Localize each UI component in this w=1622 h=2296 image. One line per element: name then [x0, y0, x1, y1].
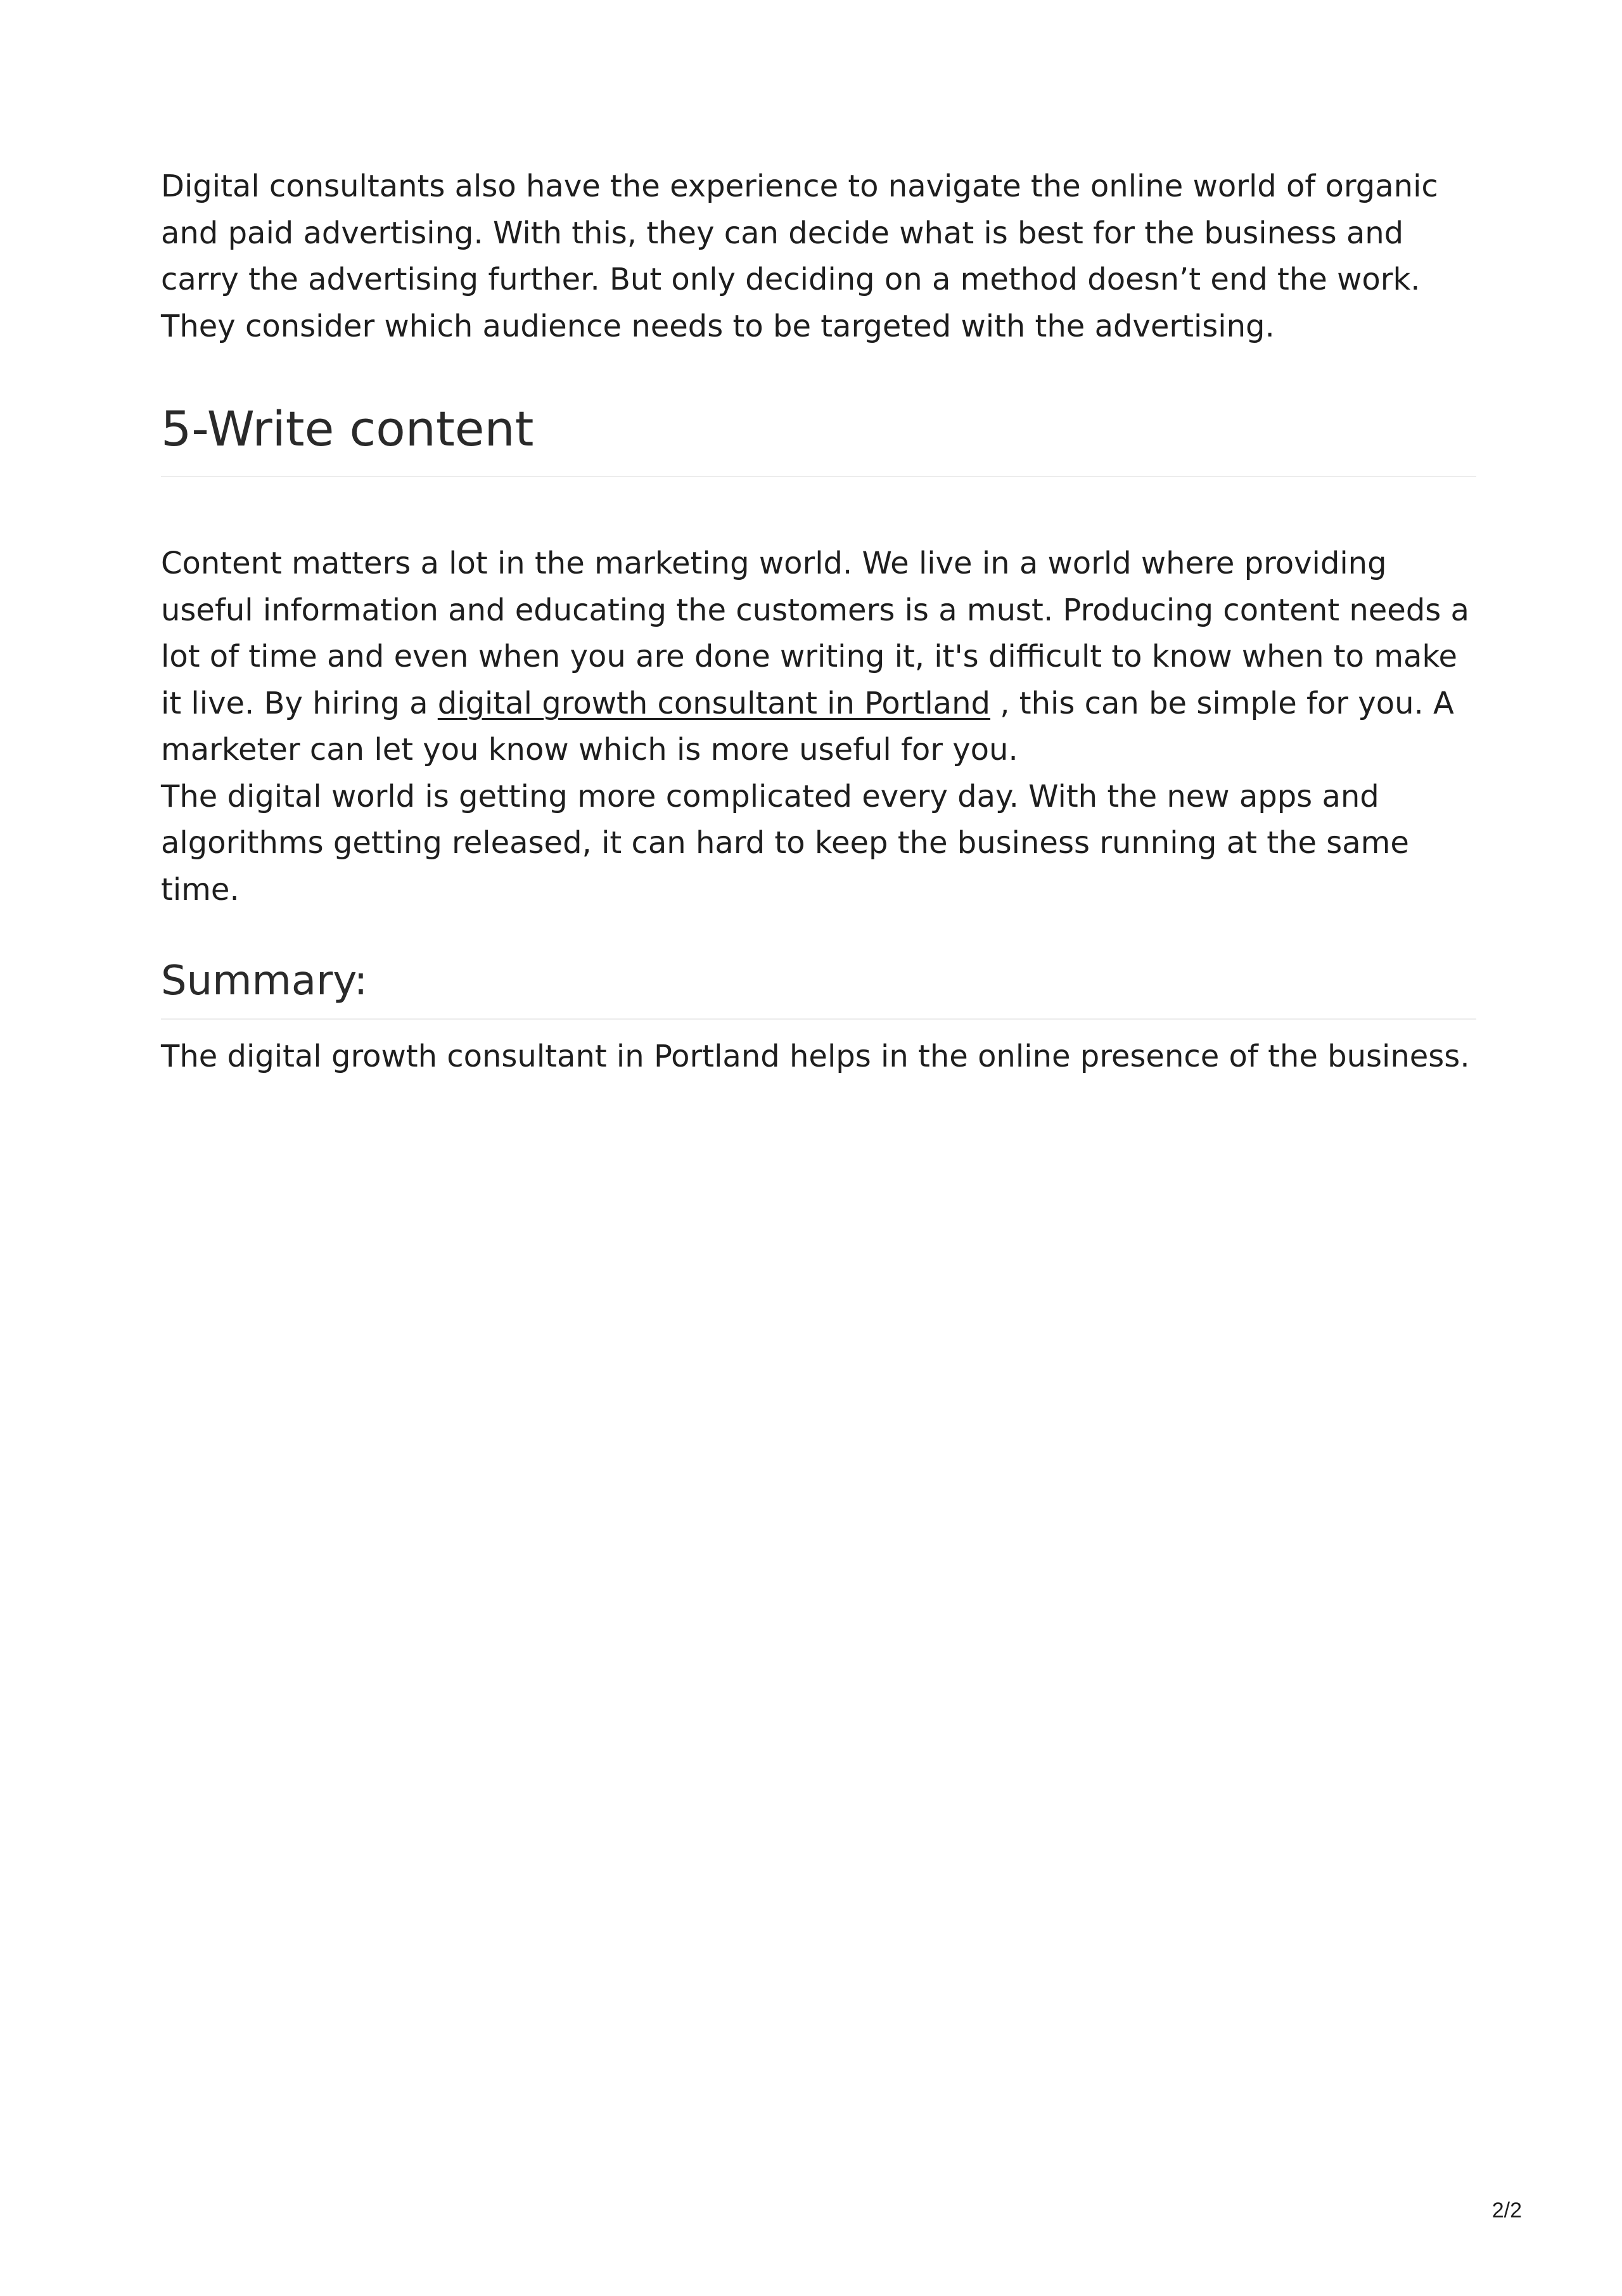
second-paragraph-text: The digital world is getting more complicated every day. With the new apps and algorithms getting released, it can hard to keep the business running at the same time. [161, 778, 1409, 907]
write-content-paragraph [161, 541, 1476, 913]
paragraph-text-after-link: , this can be simple for you. A marketer can let you know which is more useful for you. [161, 685, 1454, 767]
page-number: 2/2 [1491, 2198, 1522, 2222]
summary-paragraph: The digital growth consultant in Portland helps in the online presence of the business. [161, 1039, 1470, 1074]
paragraph-text-before-link: Content matters a lot in the marketing world. We live in a world where providing useful information and educating the customers is a must. Producing content needs a lot of time and even when you are done writing it, it's difficult to know when to make it live. By hiring a [161, 546, 1469, 721]
section-heading-summary: Summary: [161, 954, 1476, 1020]
consultant-link[interactable]: digital growth consultant in Portland [437, 685, 990, 721]
section-heading-write-content: 5-Write content [161, 397, 1476, 477]
document-body [161, 164, 1476, 1081]
intro-paragraph: Digital consultants also have the experience to navigate the online world of organic and paid advertising. With this, they can decide what is best for the business and carry the advertising further. But only deciding on a method doesn’t end the work. They consider which audience needs to be targeted with the advertising. [161, 169, 1438, 344]
